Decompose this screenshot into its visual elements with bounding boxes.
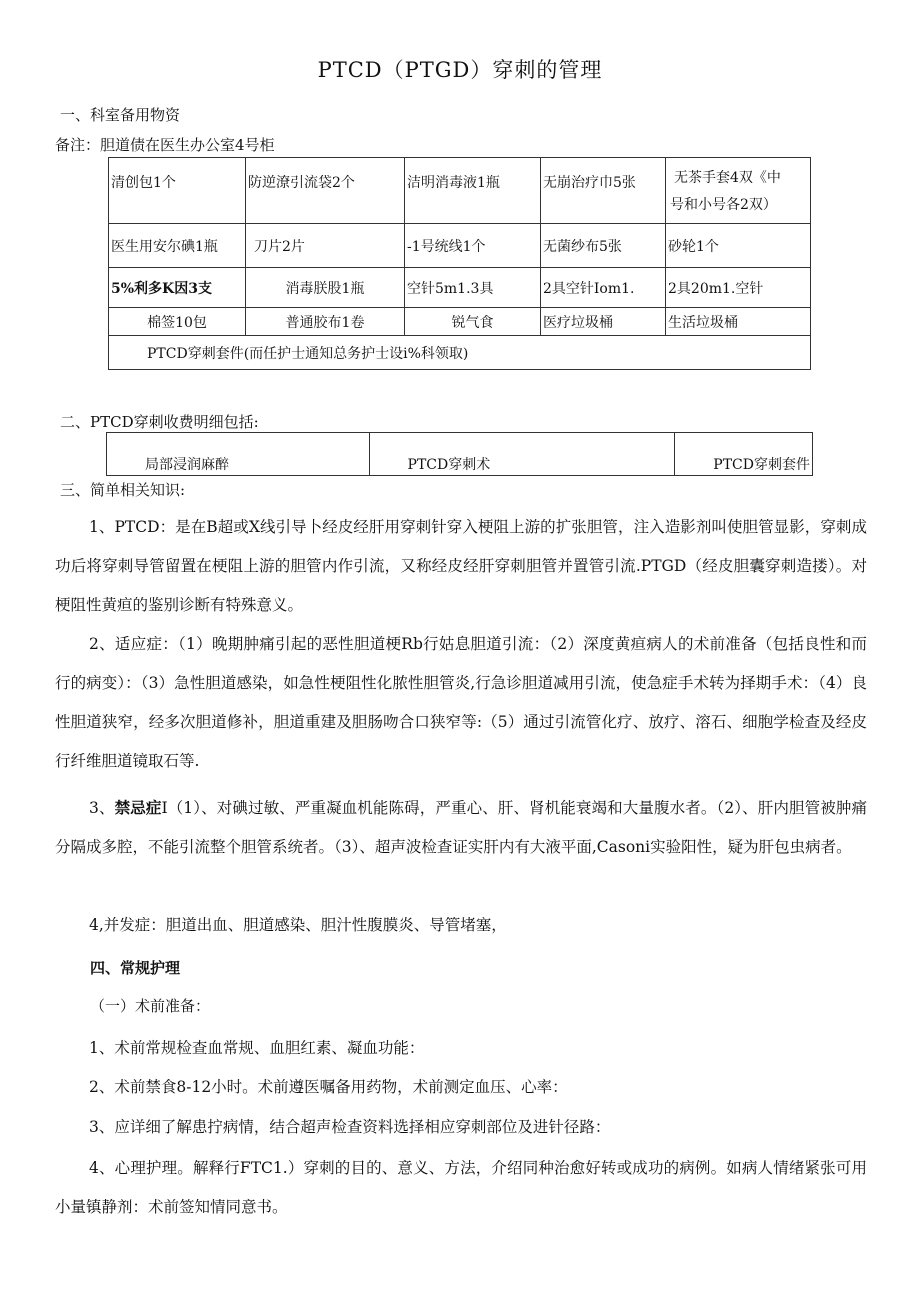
table-cell: 无崩治疗巾5张 xyxy=(541,158,666,224)
cell-line: 无茶手套4双《中 xyxy=(674,169,781,186)
section1-note: 备注：胆道债在医生办公室4号柜 xyxy=(55,136,275,154)
table-cell: 空针5m1.3具 xyxy=(405,268,541,308)
list-item: 2、术前禁食8-12小时。术前遵医嘱备用药物，术前测定血压、心率： xyxy=(89,1078,568,1096)
list-item: 4、心理护理。解释行FTC1.）穿刺的目的、意义、方法，介绍同种治愈好转或成功的病例。如病人情绪紧张可用小量镇静剂：术前签知情同意书。 xyxy=(55,1159,867,1216)
paragraph-complications: 4,并发症：胆道出血、胆道感染、胆汁性腹膜炎、导管堵塞， xyxy=(89,916,507,934)
section2-heading: 二、PTCD穿刺收费明细包括: xyxy=(60,413,259,431)
p3-rest: I（1）、对碘过敏、严重凝血机能陈碍，严重心、肝、肾机能衰竭和大量腹水者。（2）、肝内胆管被肿痛分隔成多腔，不能引流整个胆管系统者。（3）、超声波检查证实肝内有大液平面,Casoni实验阳性，疑为肝包虫病者。 xyxy=(55,799,867,856)
table-cell: 棉签10包 xyxy=(109,308,246,336)
table-row xyxy=(109,308,811,336)
table-cell: 锐气食 xyxy=(405,308,541,336)
charge-item: 局部浸润麻醉 xyxy=(107,433,370,476)
charges-table xyxy=(106,432,813,476)
table-cell: 2具20m1.空针 xyxy=(666,268,811,308)
section1-heading: 一、科室备用物资 xyxy=(60,106,181,124)
table-cell: 防逆潦引流袋2个 xyxy=(246,158,405,224)
charge-item: PTCD穿刺套件 xyxy=(675,433,813,476)
table-cell: 砂轮1个 xyxy=(666,224,811,268)
page-title: PTCD（PTGD）穿刺的管理 xyxy=(317,58,603,82)
section4-heading: 四、常规护理 xyxy=(90,959,181,977)
table-cell: 普通胶布1卷 xyxy=(246,308,405,336)
table-cell xyxy=(666,158,811,224)
table-cell: -1号统线1个 xyxy=(405,224,541,268)
list-item: 1、术前常规检查血常规、血胆红素、凝血功能： xyxy=(89,1039,425,1057)
table-row xyxy=(109,224,811,268)
table-cell: 5%利多K因3支 xyxy=(109,268,246,308)
table-cell: 2具空针Iom1. xyxy=(541,268,666,308)
table-cell: 刀片2片 xyxy=(246,224,405,268)
kit-cell: PTCD穿刺套件(而任护士通知总务护士设i%科领取) xyxy=(109,336,811,370)
table-row xyxy=(109,268,811,308)
supplies-table xyxy=(108,157,811,370)
table-cell: 无菌纱布5张 xyxy=(541,224,666,268)
charge-item: PTCD穿刺术 xyxy=(369,433,675,476)
paragraph-ptcd: 1、PTCD：是在B超或X线引导卜经皮经肝用穿刺针穿入梗阻上游的扩张胆管，注入造影剂叫使胆管显影，穿刺成功后将穿刺导管留置在梗阻上游的胆管内作引流，又称经皮经肝穿刺胆管并置管引流.PTGD（经皮胆囊穿刺造搂）。对梗阻性黄疸的鉴别诊断有特殊意义。 xyxy=(55,518,867,614)
section4-subheading: （一）术前准备： xyxy=(90,997,211,1015)
paragraph-contraindications xyxy=(55,788,867,867)
table-row xyxy=(107,433,813,476)
table-cell: 消毒朕股1瓶 xyxy=(246,268,405,308)
table-cell: 医疗垃圾桶 xyxy=(541,308,666,336)
table-cell: 洁明消毒液1瓶 xyxy=(405,158,541,224)
table-row xyxy=(109,336,811,370)
table-cell: 医生用安尔碘1瓶 xyxy=(109,224,246,268)
cell-line: 号和小号各2双） xyxy=(670,196,777,213)
list-item: 3、应详细了解患拧病情，结合超声检查资料选择相应穿刺部位及进针径路： xyxy=(89,1118,611,1136)
contraindication-label: 禁忌症 xyxy=(114,798,162,817)
section3-heading: 三、简单相关知识: xyxy=(60,481,186,499)
table-cell: 生活垃圾桶 xyxy=(666,308,811,336)
paragraph-indications: 2、适应症：（1）晚期肿痛引起的恶性胆道梗Rb行姑息胆道引流：（2）深度黄疸病人的术前准备（包括良性和而行的病变）：（3）急性胆道感染，如急性梗阻性化脓性胆管炎,行急诊胆道减用引流，使急症手术转为择期手术：（4）良性胆道狭窄，经多次胆道修补，胆道重建及胆肠吻合口狭窄等:（5）通过引流管化疗、放疗、溶石、细胞学检查及经皮行纤维胆道镜取石等. xyxy=(55,635,867,770)
table-row xyxy=(109,158,811,224)
table-cell: 清创包1个 xyxy=(109,158,246,224)
p3-prefix: 3、 xyxy=(89,799,115,817)
